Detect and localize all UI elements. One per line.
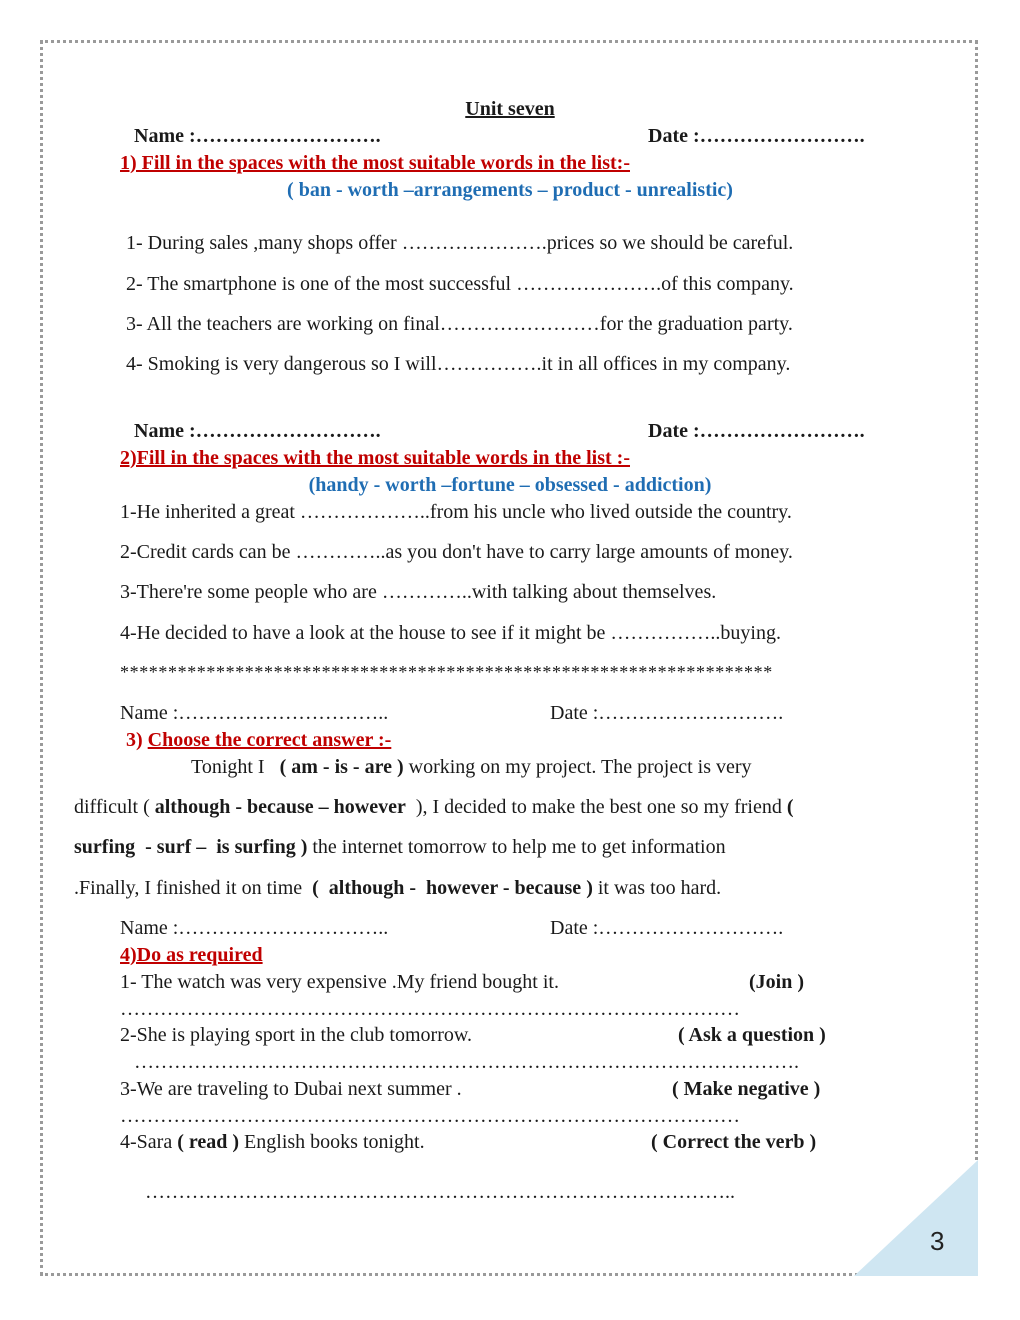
section3-title [126,728,391,752]
section1-item-2: 2- The smartphone is one of the most successful ………………….of this company. [126,273,794,295]
text: it was too hard. [592,877,722,899]
date-field-4: Date :………………………. [550,917,784,939]
section2-item-3: 3-There're some people who are …………..with talking about themselves. [120,581,717,603]
choice-group-4: ( although - however - because ) [312,877,593,899]
section4-title: 4)Do as required [120,944,263,966]
section4-instruction-1: (Join ) [749,971,804,993]
name-field-1: Name :………………………. [134,125,381,147]
section2-item-2: 2-Credit cards can be …………..as you don't have to carry large amounts of money. [120,541,793,563]
separator-line: ******************************************************************** [120,662,773,682]
section4-question-4 [120,1130,425,1154]
text: working on my project. The project is very [403,756,752,778]
section3-title-text: Choose the correct answer :- [147,729,392,751]
section1-word-list: ( ban - worth –arrangements – product - unrealistic) [287,179,733,201]
text: the internet tomorrow to help me to get information [307,836,726,858]
section1-title: 1) Fill in the spaces with the most suitable words in the list:- [120,152,630,174]
text: ), I decided to make the best one so my friend [405,796,787,818]
name-field-3: Name :………………………….. [120,702,389,724]
page-number: 3 [930,1226,945,1256]
text: difficult ( [74,796,155,818]
section2-item-4: 4-He decided to have a look at the house to see if it might be ……………..buying. [120,622,781,644]
section4-instruction-4: ( Correct the verb ) [651,1131,817,1153]
section1-item-4: 4- Smoking is very dangerous so I will…………….it in all offices in my company. [126,353,791,375]
answer-line-3: ………………………………………………………………………………… [120,1105,740,1127]
name-field-4: Name :………………………….. [120,917,389,939]
section3-line-3 [74,835,726,859]
section3-title-number: 3) [126,729,148,751]
section4-question-3: 3-We are traveling to Dubai next summer . [120,1078,462,1100]
section2-word-list: (handy - worth –fortune – obsessed - addiction) [308,474,712,496]
section2-title: 2)Fill in the spaces with the most suitable words in the list :- [120,447,630,469]
text: Tonight I [191,756,280,778]
section4-question-1: 1- The watch was very expensive .My friend bought it. [120,971,559,993]
section4-instruction-3: ( Make negative ) [672,1078,821,1100]
verb-to-correct: ( read ) [177,1131,240,1153]
choice-group-1: ( am - is - are ) [279,756,404,778]
name-field-2: Name :………………………. [134,420,381,442]
section3-line-1 [191,755,752,779]
section4-instruction-2: ( Ask a question ) [678,1024,826,1046]
section1-item-1: 1- During sales ,many shops offer ………………….prices so we should be careful. [126,232,794,254]
answer-line-1: ………………………………………………………………………………… [120,998,740,1020]
choice-group-3-open: ( [786,796,794,818]
date-field-2: Date :……………………. [648,420,865,442]
date-field-3: Date :………………………. [550,702,784,724]
section3-line-2 [74,795,794,819]
text: English books tonight. [239,1131,425,1153]
date-field-1: Date :……………………. [648,125,865,147]
choice-group-2: although - because – however [154,796,406,818]
unit-title: Unit seven [465,98,555,120]
text: .Finally, I finished it on time [74,877,313,899]
choice-group-3: surfing - surf – is surfing ) [74,836,308,858]
answer-line-2: ………………………………………………………………………………………. [134,1051,799,1073]
text: 4-Sara [120,1131,178,1153]
section4-question-2: 2-She is playing sport in the club tomorrow. [120,1024,472,1046]
page-corner-decoration [854,1160,978,1276]
section3-line-4 [74,876,721,900]
section1-item-3: 3- All the teachers are working on final……………………for the graduation party. [126,313,793,335]
section2-item-1: 1-He inherited a great ………………..from his uncle who lived outside the country. [120,501,792,523]
answer-line-4: …………………………………………………………………………….. [145,1181,735,1203]
